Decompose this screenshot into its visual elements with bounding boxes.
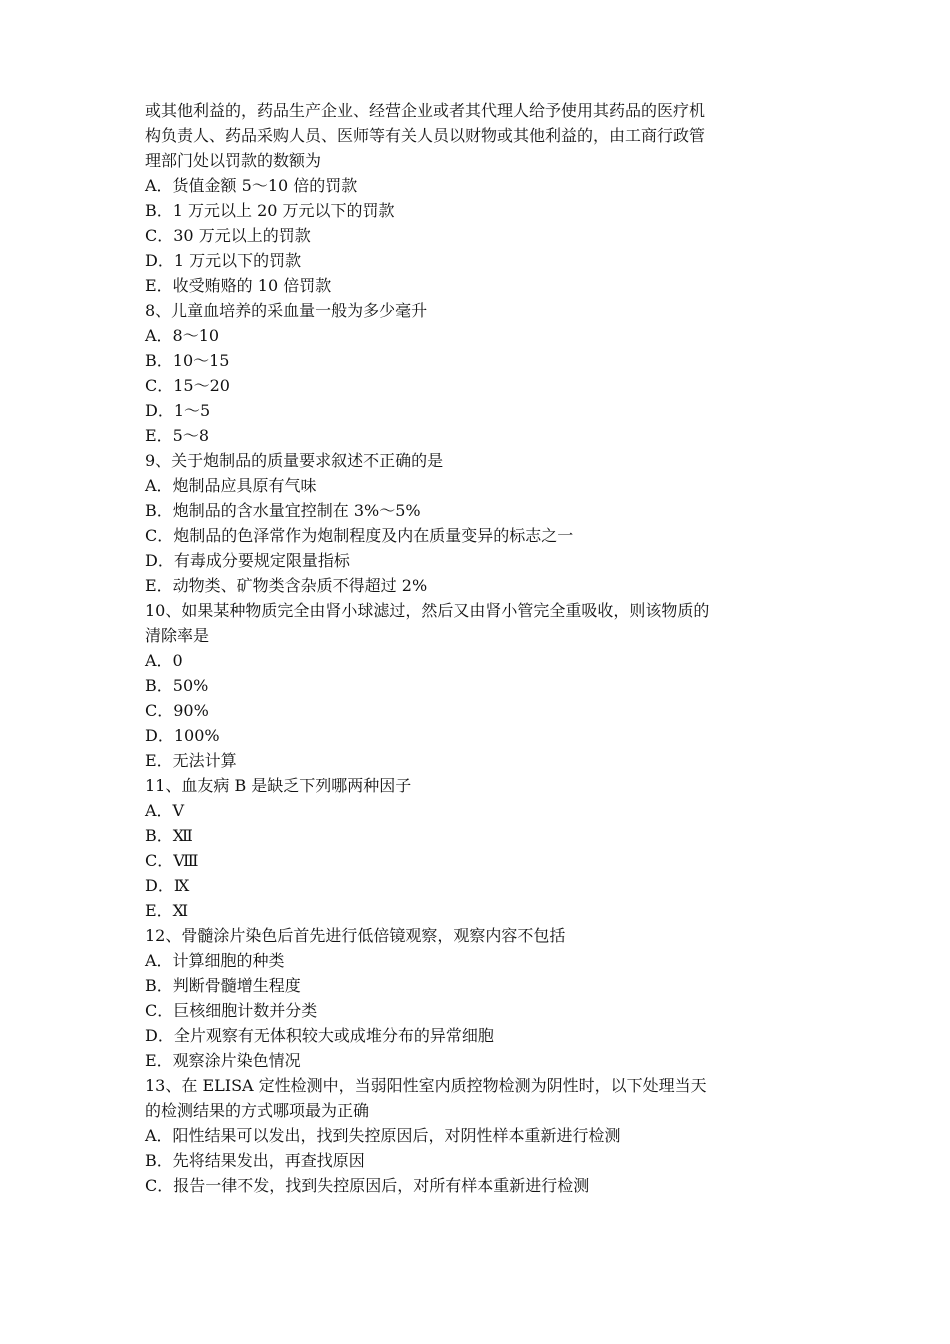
option-c: C．30 万元以上的罚款: [145, 226, 311, 245]
question-text-line: 或其他利益的，药品生产企业、经营企业或者其代理人给予使用其药品的医疗机: [145, 101, 706, 120]
document-page: [145, 98, 810, 1198]
option-e: E．观察涂片染色情况: [145, 1051, 301, 1070]
question-title: 12、骨髓涂片染色后首先进行低倍镜观察，观察内容不包括: [145, 926, 566, 945]
option-a: A．0: [145, 651, 183, 670]
option-a: A．8～10: [145, 326, 220, 345]
option-a: A．货值金额 5～10 倍的罚款: [145, 176, 358, 195]
option-c: C．15～20: [145, 376, 230, 395]
question-10: [145, 598, 810, 773]
option-c: C．炮制品的色泽常作为炮制程度及内在质量变异的标志之一: [145, 526, 574, 545]
question-text-line: 理部门处以罚款的数额为: [145, 151, 322, 170]
option-a: A．阳性结果可以发出，找到失控原因后，对阴性样本重新进行检测: [145, 1126, 621, 1145]
option-c: C．90%: [145, 701, 209, 720]
question-title: 11、血友病 B 是缺乏下列哪两种因子: [145, 776, 412, 795]
option-b: B．先将结果发出，再查找原因: [145, 1151, 365, 1170]
option-e: E．动物类、矿物类含杂质不得超过 2%: [145, 576, 428, 595]
question-title-continuation: 的检测结果的方式哪项最为正确: [145, 1101, 370, 1120]
option-e: E．5～8: [145, 426, 210, 445]
question-title: 8、儿童血培养的采血量一般为多少毫升: [145, 301, 428, 320]
option-c: C．报告一律不发，找到失控原因后，对所有样本重新进行检测: [145, 1176, 590, 1195]
option-d: D．有毒成分要规定限量指标: [145, 551, 350, 570]
option-a: A．Ⅴ: [145, 801, 185, 820]
option-d: D．Ⅸ: [145, 876, 190, 895]
option-c: C．巨核细胞计数并分类: [145, 1001, 318, 1020]
question-7-continuation: [145, 98, 810, 298]
option-a: A．炮制品应具原有气味: [145, 476, 317, 495]
option-a: A．计算细胞的种类: [145, 951, 285, 970]
option-d: D．全片观察有无体积较大或成堆分布的异常细胞: [145, 1026, 494, 1045]
option-b: B．判断骨髓增生程度: [145, 976, 301, 995]
option-e: E．无法计算: [145, 751, 237, 770]
question-9: [145, 448, 810, 598]
question-13: [145, 1073, 810, 1198]
option-e: E．Ⅺ: [145, 901, 189, 920]
question-12: [145, 923, 810, 1073]
question-title: 10、如果某种物质完全由肾小球滤过，然后又由肾小管完全重吸收，则该物质的: [145, 601, 710, 620]
question-title: 9、关于炮制品的质量要求叙述不正确的是: [145, 451, 444, 470]
option-b: B．1 万元以上 20 万元以下的罚款: [145, 201, 395, 220]
option-b: B．炮制品的含水量宜控制在 3%～5%: [145, 501, 421, 520]
option-e: E．收受贿赂的 10 倍罚款: [145, 276, 332, 295]
option-b: B．Ⅻ: [145, 826, 193, 845]
question-11: [145, 773, 810, 923]
question-text-line: 构负责人、药品采购人员、医师等有关人员以财物或其他利益的，由工商行政管: [145, 126, 706, 145]
question-title: 13、在 ELISA 定性检测中，当弱阳性室内质控物检测为阴性时，以下处理当天: [145, 1076, 707, 1095]
option-d: D．1～5: [145, 401, 211, 420]
option-b: B．50%: [145, 676, 209, 695]
question-title-continuation: 清除率是: [145, 626, 210, 645]
option-c: C．Ⅷ: [145, 851, 199, 870]
option-b: B．10～15: [145, 351, 230, 370]
question-8: [145, 298, 810, 448]
option-d: D．100%: [145, 726, 220, 745]
option-d: D．1 万元以下的罚款: [145, 251, 302, 270]
